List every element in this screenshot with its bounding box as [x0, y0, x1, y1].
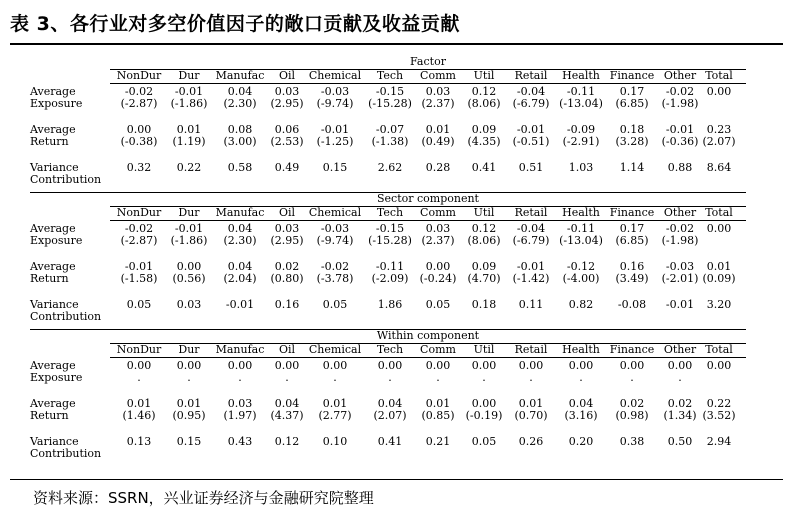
value-cell: 0.04	[227, 85, 253, 98]
table-row-sub	[30, 372, 746, 384]
value-cell: 0.04	[568, 397, 594, 410]
value-cell: -0.11	[566, 222, 596, 235]
t-stat-cell: (1.97)	[223, 409, 257, 422]
section-heading: Within component	[376, 329, 480, 342]
value-cell: 0.05	[425, 298, 451, 311]
row-label: Contribution	[30, 173, 102, 186]
value-cell: 0.50	[667, 435, 693, 448]
value-cell: 0.03	[425, 222, 451, 235]
table-section	[30, 329, 746, 466]
value-cell: -0.02	[124, 222, 154, 235]
t-stat-cell: (1.34)	[663, 409, 697, 422]
table-row-group	[30, 84, 746, 110]
column-header: Dur	[178, 206, 200, 219]
table-row-group	[30, 297, 746, 323]
bottom-rule	[10, 479, 783, 480]
value-cell: 0.21	[425, 435, 451, 448]
t-stat-cell: .	[579, 371, 583, 384]
value-cell: 0.17	[619, 222, 645, 235]
column-header-row	[30, 70, 746, 83]
value-cell: 0.58	[227, 161, 253, 174]
value-cell: 0.00	[706, 359, 732, 372]
t-stat-cell	[702, 98, 736, 110]
t-stat-cell: (-1.98)	[661, 97, 699, 110]
table-row-sub	[30, 235, 746, 247]
table-row	[30, 299, 746, 311]
column-header: Retail	[514, 206, 548, 219]
t-stat-cell: (-1.42)	[512, 272, 550, 285]
t-stat-cell: (3.00)	[223, 135, 257, 148]
value-cell: 0.08	[227, 123, 253, 136]
t-stat-cell: (-2.91)	[562, 135, 600, 148]
data-table	[30, 56, 746, 466]
column-header: Manufac	[215, 206, 265, 219]
t-stat-cell: (1.46)	[122, 409, 156, 422]
value-cell: -0.04	[516, 85, 546, 98]
column-header: Other	[663, 69, 697, 82]
value-cell: 0.00	[126, 123, 152, 136]
row-label-spacer	[30, 70, 110, 83]
column-header: Comm	[420, 206, 456, 219]
t-stat-cell: (0.56)	[172, 272, 206, 285]
column-header: Retail	[514, 69, 548, 82]
value-cell: 0.18	[619, 123, 645, 136]
table-row-sub	[30, 410, 746, 422]
row-label-spacer	[30, 207, 110, 220]
t-stat-cell: (3.49)	[615, 272, 649, 285]
row-label: Return	[30, 135, 69, 148]
value-cell: -0.12	[566, 260, 596, 273]
value-cell: 0.00	[176, 359, 202, 372]
t-stat-cell: (6.85)	[615, 234, 649, 247]
value-cell: 0.00	[176, 260, 202, 273]
value-cell: -0.03	[665, 260, 695, 273]
value-cell: -0.02	[665, 85, 695, 98]
row-label: Contribution	[30, 447, 102, 460]
table-row-sub	[30, 98, 746, 110]
t-stat-cell: (-2.09)	[371, 272, 409, 285]
row-label: Average	[30, 222, 76, 235]
value-cell: -0.02	[124, 85, 154, 98]
value-cell: 2.62	[377, 161, 403, 174]
value-cell: 0.05	[471, 435, 497, 448]
value-cell: 0.00	[322, 359, 348, 372]
value-cell: 0.00	[227, 359, 253, 372]
t-stat-cell: (4.70)	[467, 272, 501, 285]
t-stat-cell: .	[436, 371, 440, 384]
value-cell: -0.11	[566, 85, 596, 98]
value-cell: -0.04	[516, 222, 546, 235]
t-stat-cell: (0.98)	[615, 409, 649, 422]
t-stat-cell: (-6.79)	[512, 234, 550, 247]
value-cell: 0.00	[274, 359, 300, 372]
value-cell: -0.09	[566, 123, 596, 136]
t-stat-cell: (2.95)	[270, 234, 304, 247]
column-header: Retail	[514, 343, 548, 356]
value-cell: -0.01	[516, 260, 546, 273]
t-stat-cell: .	[333, 371, 337, 384]
value-cell: 0.12	[471, 222, 497, 235]
value-cell: 0.28	[425, 161, 451, 174]
row-label: Variance	[30, 435, 79, 448]
row-label: Exposure	[30, 371, 83, 384]
value-cell: 0.01	[706, 260, 732, 273]
t-stat-cell: (-9.74)	[316, 97, 354, 110]
t-stat-cell: (-1.38)	[371, 135, 409, 148]
value-cell: 0.05	[126, 298, 152, 311]
value-cell: 0.00	[568, 359, 594, 372]
column-header: Finance	[609, 69, 655, 82]
t-stat-cell: (3.52)	[702, 409, 736, 422]
value-cell: 0.41	[377, 435, 403, 448]
row-label: Return	[30, 272, 69, 285]
column-header-row	[30, 207, 746, 220]
t-stat-cell: (-0.36)	[661, 135, 699, 148]
t-stat-cell: (8.06)	[467, 97, 501, 110]
column-header: Total	[705, 69, 733, 82]
column-header: Manufac	[215, 69, 265, 82]
value-cell: -0.01	[174, 85, 204, 98]
t-stat-cell: (2.30)	[223, 234, 257, 247]
column-header: Tech	[376, 69, 404, 82]
value-cell: 1.86	[377, 298, 403, 311]
value-cell: 0.02	[274, 260, 300, 273]
t-stat-cell: (2.77)	[318, 409, 352, 422]
value-cell: -0.07	[375, 123, 405, 136]
value-cell: 0.16	[619, 260, 645, 273]
table-row	[30, 162, 746, 174]
column-header: Total	[705, 206, 733, 219]
value-cell: 0.12	[471, 85, 497, 98]
t-stat-cell: .	[529, 371, 533, 384]
column-header: Oil	[278, 206, 296, 219]
row-label: Exposure	[30, 234, 83, 247]
value-cell: 0.09	[471, 260, 497, 273]
column-header: Finance	[609, 206, 655, 219]
value-cell: 0.00	[706, 85, 732, 98]
row-label: Average	[30, 359, 76, 372]
value-cell: 0.04	[227, 222, 253, 235]
value-cell: 0.18	[471, 298, 497, 311]
t-stat-cell: (-6.79)	[512, 97, 550, 110]
value-cell: 0.04	[377, 397, 403, 410]
column-header: Tech	[376, 206, 404, 219]
value-cell: 0.03	[176, 298, 202, 311]
value-cell: 0.09	[471, 123, 497, 136]
column-header-row	[30, 344, 746, 357]
row-label: Return	[30, 409, 69, 422]
value-cell: 0.41	[471, 161, 497, 174]
value-cell: 0.02	[619, 397, 645, 410]
table-row-sub	[30, 174, 746, 186]
t-stat-cell: (-2.87)	[120, 234, 158, 247]
value-cell: 0.51	[518, 161, 544, 174]
value-cell: 0.10	[322, 435, 348, 448]
value-cell: 0.49	[274, 161, 300, 174]
t-stat-cell: .	[137, 371, 141, 384]
t-stat-cell: (0.95)	[172, 409, 206, 422]
table-row-group	[30, 396, 746, 422]
value-cell: 0.82	[568, 298, 594, 311]
value-cell: 0.26	[518, 435, 544, 448]
t-stat-cell: .	[388, 371, 392, 384]
value-cell: -0.01	[225, 298, 255, 311]
value-cell: 0.06	[274, 123, 300, 136]
value-cell: 0.03	[425, 85, 451, 98]
value-cell: 0.00	[471, 359, 497, 372]
column-header: Chemical	[308, 343, 362, 356]
t-stat-cell: (6.85)	[615, 97, 649, 110]
t-stat-cell: (-1.58)	[120, 272, 158, 285]
table-row-group	[30, 160, 746, 186]
value-cell: -0.03	[320, 222, 350, 235]
value-cell: 0.00	[706, 222, 732, 235]
column-header: NonDur	[116, 69, 162, 82]
section-heading: Sector component	[377, 192, 479, 205]
t-stat-cell	[702, 372, 736, 384]
t-stat-cell: (2.53)	[270, 135, 304, 148]
t-stat-cell: (-0.19)	[465, 409, 503, 422]
column-header: Finance	[609, 343, 655, 356]
t-stat-cell: (-4.00)	[562, 272, 600, 285]
column-header: Total	[705, 343, 733, 356]
column-header: Health	[562, 206, 600, 219]
t-stat-cell	[702, 235, 736, 247]
value-cell: 0.00	[619, 359, 645, 372]
t-stat-cell: (-0.51)	[512, 135, 550, 148]
column-header: Health	[562, 69, 600, 82]
column-header: Chemical	[308, 206, 362, 219]
table-row-group	[30, 434, 746, 460]
value-cell: 0.16	[274, 298, 300, 311]
value-cell: -0.02	[665, 222, 695, 235]
value-cell: -0.08	[617, 298, 647, 311]
value-cell: 0.02	[667, 397, 693, 410]
value-cell: 8.64	[706, 161, 732, 174]
table-row	[30, 436, 746, 448]
t-stat-cell: (4.37)	[270, 409, 304, 422]
table-row-group	[30, 122, 746, 148]
t-stat-cell: (-0.24)	[419, 272, 457, 285]
t-stat-cell: (-13.04)	[559, 234, 603, 247]
t-stat-cell: (8.06)	[467, 234, 501, 247]
source-note: 资料来源：SSRN，兴业证券经济与金融研究院整理	[33, 489, 374, 507]
column-header: Util	[473, 69, 495, 82]
table-row-sub	[30, 273, 746, 285]
t-stat-cell: (-2.01)	[661, 272, 699, 285]
column-header: Chemical	[308, 69, 362, 82]
table-section	[30, 192, 746, 329]
column-header: Dur	[178, 69, 200, 82]
column-header: Oil	[278, 69, 296, 82]
value-cell: 0.05	[322, 298, 348, 311]
column-header: Comm	[420, 343, 456, 356]
t-stat-cell: (4.35)	[467, 135, 501, 148]
value-cell: 0.03	[274, 222, 300, 235]
value-cell: 0.15	[176, 435, 202, 448]
value-cell: 0.11	[518, 298, 544, 311]
t-stat-cell: (-1.25)	[316, 135, 354, 148]
t-stat-cell: (-0.38)	[120, 135, 158, 148]
t-stat-cell: (-2.87)	[120, 97, 158, 110]
column-header: Util	[473, 343, 495, 356]
value-cell: 0.88	[667, 161, 693, 174]
title-rule	[10, 43, 783, 45]
value-cell: -0.01	[665, 298, 695, 311]
column-header: Manufac	[215, 343, 265, 356]
value-cell: -0.01	[124, 260, 154, 273]
t-stat-cell: (-9.74)	[316, 234, 354, 247]
column-header: Oil	[278, 343, 296, 356]
row-label: Exposure	[30, 97, 83, 110]
row-label: Contribution	[30, 310, 102, 323]
t-stat-cell: (0.80)	[270, 272, 304, 285]
t-stat-cell: (2.07)	[373, 409, 407, 422]
column-header: Util	[473, 206, 495, 219]
t-stat-cell: (0.49)	[421, 135, 455, 148]
column-header: Other	[663, 206, 697, 219]
row-label: Variance	[30, 298, 79, 311]
value-cell: 0.00	[518, 359, 544, 372]
t-stat-cell: (-15.28)	[368, 97, 412, 110]
value-cell: 0.32	[126, 161, 152, 174]
section-heading: Factor	[410, 55, 446, 68]
column-header: Health	[562, 343, 600, 356]
value-cell: 0.01	[425, 123, 451, 136]
value-cell: 2.94	[706, 435, 732, 448]
value-cell: -0.15	[375, 222, 405, 235]
value-cell: 0.20	[568, 435, 594, 448]
value-cell: -0.01	[320, 123, 350, 136]
value-cell: -0.01	[665, 123, 695, 136]
t-stat-cell: (-1.86)	[170, 234, 208, 247]
value-cell: 0.15	[322, 161, 348, 174]
row-label-spacer	[30, 344, 110, 357]
value-cell: 0.00	[126, 359, 152, 372]
value-cell: -0.01	[516, 123, 546, 136]
value-cell: 0.00	[471, 397, 497, 410]
t-stat-cell: (2.37)	[421, 234, 455, 247]
value-cell: 0.22	[706, 397, 732, 410]
value-cell: 0.00	[667, 359, 693, 372]
t-stat-cell: .	[678, 371, 682, 384]
value-cell: 1.03	[568, 161, 594, 174]
t-stat-cell: (2.95)	[270, 97, 304, 110]
t-stat-cell: (3.28)	[615, 135, 649, 148]
t-stat-cell: (2.07)	[702, 135, 736, 148]
t-stat-cell: .	[285, 371, 289, 384]
table-section	[30, 56, 746, 192]
t-stat-cell: (3.16)	[564, 409, 598, 422]
column-header: Tech	[376, 343, 404, 356]
value-cell: 3.20	[706, 298, 732, 311]
value-cell: 0.12	[274, 435, 300, 448]
t-stat-cell: (0.70)	[514, 409, 548, 422]
value-cell: 0.01	[176, 397, 202, 410]
value-cell: -0.02	[320, 260, 350, 273]
value-cell: 0.01	[425, 397, 451, 410]
t-stat-cell: (-13.04)	[559, 97, 603, 110]
value-cell: 0.01	[126, 397, 152, 410]
value-cell: -0.11	[375, 260, 405, 273]
value-cell: 0.01	[518, 397, 544, 410]
value-cell: 0.22	[176, 161, 202, 174]
value-cell: -0.03	[320, 85, 350, 98]
value-cell: 0.23	[706, 123, 732, 136]
value-cell: 1.14	[619, 161, 645, 174]
table-row-sub	[30, 136, 746, 148]
t-stat-cell: (2.30)	[223, 97, 257, 110]
value-cell: 0.01	[322, 397, 348, 410]
table-row-group	[30, 221, 746, 247]
value-cell: 0.13	[126, 435, 152, 448]
row-label: Average	[30, 85, 76, 98]
value-cell: 0.00	[377, 359, 403, 372]
t-stat-cell: (-1.98)	[661, 234, 699, 247]
t-stat-cell: (-15.28)	[368, 234, 412, 247]
t-stat-cell: .	[187, 371, 191, 384]
table-row-group	[30, 259, 746, 285]
table-row-group	[30, 358, 746, 384]
t-stat-cell: .	[482, 371, 486, 384]
table-title: 表 3、各行业对多空价值因子的敞口贡献及收益贡献	[10, 13, 460, 35]
table-row-sub	[30, 448, 746, 460]
column-header: Dur	[178, 343, 200, 356]
value-cell: 0.04	[227, 260, 253, 273]
column-header: NonDur	[116, 343, 162, 356]
t-stat-cell: (1.19)	[172, 135, 206, 148]
t-stat-cell: (0.09)	[702, 272, 736, 285]
value-cell: 0.00	[425, 260, 451, 273]
row-label: Average	[30, 260, 76, 273]
table-row-sub	[30, 311, 746, 323]
t-stat-cell: .	[238, 371, 242, 384]
value-cell: 0.00	[425, 359, 451, 372]
t-stat-cell: (2.37)	[421, 97, 455, 110]
value-cell: 0.38	[619, 435, 645, 448]
value-cell: 0.43	[227, 435, 253, 448]
value-cell: 0.03	[227, 397, 253, 410]
row-label: Variance	[30, 161, 79, 174]
value-cell: 0.01	[176, 123, 202, 136]
value-cell: -0.01	[174, 222, 204, 235]
row-label: Average	[30, 397, 76, 410]
value-cell: 0.03	[274, 85, 300, 98]
column-header: Other	[663, 343, 697, 356]
value-cell: 0.04	[274, 397, 300, 410]
t-stat-cell: .	[630, 371, 634, 384]
t-stat-cell: (0.85)	[421, 409, 455, 422]
column-header: NonDur	[116, 206, 162, 219]
value-cell: 0.17	[619, 85, 645, 98]
row-label: Average	[30, 123, 76, 136]
t-stat-cell: (-1.86)	[170, 97, 208, 110]
column-header: Comm	[420, 69, 456, 82]
t-stat-cell: (-3.78)	[316, 272, 354, 285]
value-cell: -0.15	[375, 85, 405, 98]
t-stat-cell: (2.04)	[223, 272, 257, 285]
